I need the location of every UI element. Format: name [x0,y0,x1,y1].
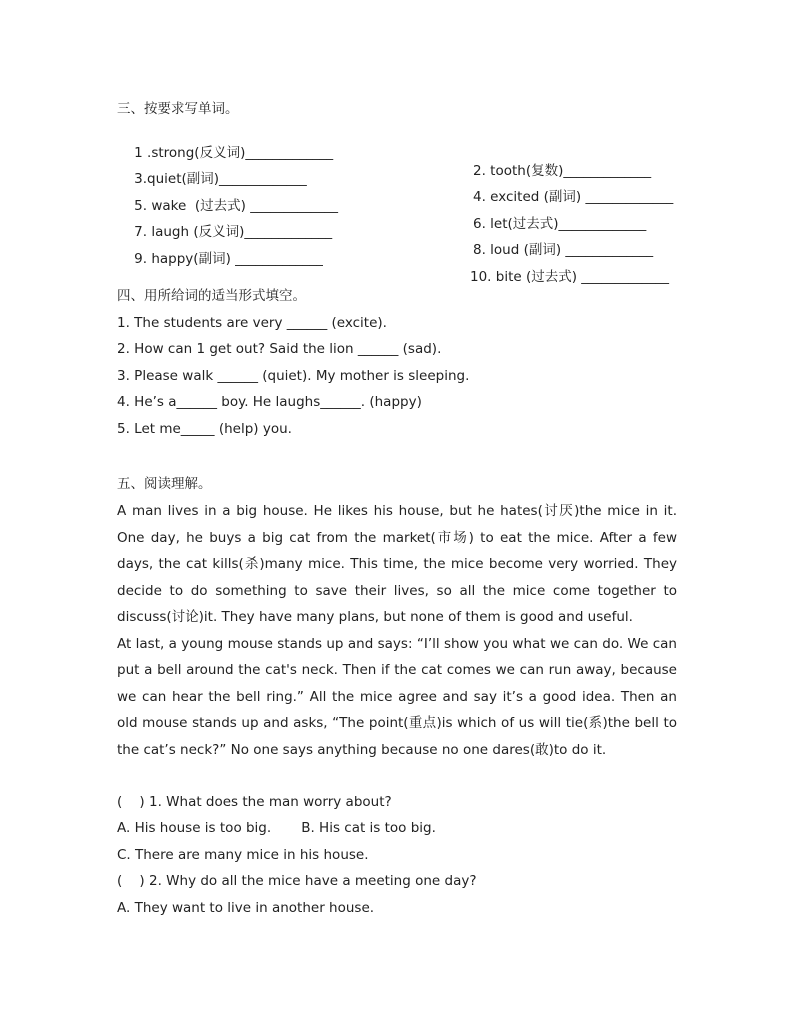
word-item-7: 7. laugh (反义词)_____________ [134,224,333,240]
word-item-9: 9. happy(副词) _____________ [134,251,323,267]
word-item-6: 6. let(过去式)_____________ [473,216,647,232]
fill-item-5: 5. Let me_____ (help) you. [117,421,292,437]
question-1: ( ) 1. What does the man worry about? [117,794,392,810]
question-1-options-ab: A. His house is too big. B. His cat is too big. [117,820,436,836]
passage-paragraph-1: A man lives in a big house. He likes his house, but he hates(讨厌)the mice in it. One day, he buys a big cat from the market(市场) to eat the mice. After a few days, the cat kills(杀)many mice. This time, the mice become very worried. They decide to do something to save their lives, so all the mice come together to discuss(讨论)it. They have many plans, but none of them is good and useful. [117,503,677,625]
question-1-option-c: C. There are many mice in his house. [117,847,369,863]
section3-heading: 三、按要求写单词。 [117,101,239,117]
fill-item-4: 4. He’s a______ boy. He laughs______. (happy) [117,394,422,410]
fill-item-3: 3. Please walk ______ (quiet). My mother is sleeping. [117,368,470,384]
word-item-2: 2. tooth(复数)_____________ [473,163,652,179]
fill-item-1: 1. The students are very ______ (excite). [117,315,387,331]
section4-heading: 四、用所给词的适当形式填空。 [117,288,306,304]
passage-paragraph-2: At last, a young mouse stands up and says: “I’ll show you what we can do. We can put a bell around the cat's neck. Then if the cat comes we can run away, because we can hear the bell ring.” All the mice agree and say it’s a good idea. Then an old mouse stands up and asks, “The point(重点)is which of us will tie(系)the bell to the cat’s neck?” No one says anything because no one dares(敢)to do it. [117,635,677,758]
section5-heading: 五、阅读理解。 [117,476,212,492]
word-item-1: 1 .strong(反义词)_____________ [134,145,334,161]
word-item-5: 5. wake (过去式) _____________ [134,198,338,214]
word-item-8: 8. loud (副词) _____________ [473,242,654,258]
question-2-option-a: A. They want to live in another house. [117,900,375,916]
word-item-10: 10. bite (过去式) _____________ [470,269,670,285]
question-2: ( ) 2. Why do all the mice have a meeting one day? [117,873,477,889]
word-item-3: 3.quiet(副词)_____________ [134,171,307,187]
reading-passage [117,498,677,763]
fill-item-2: 2. How can 1 get out? Said the lion ______ (sad). [117,341,442,357]
word-item-4: 4. excited (副词) _____________ [473,189,674,205]
